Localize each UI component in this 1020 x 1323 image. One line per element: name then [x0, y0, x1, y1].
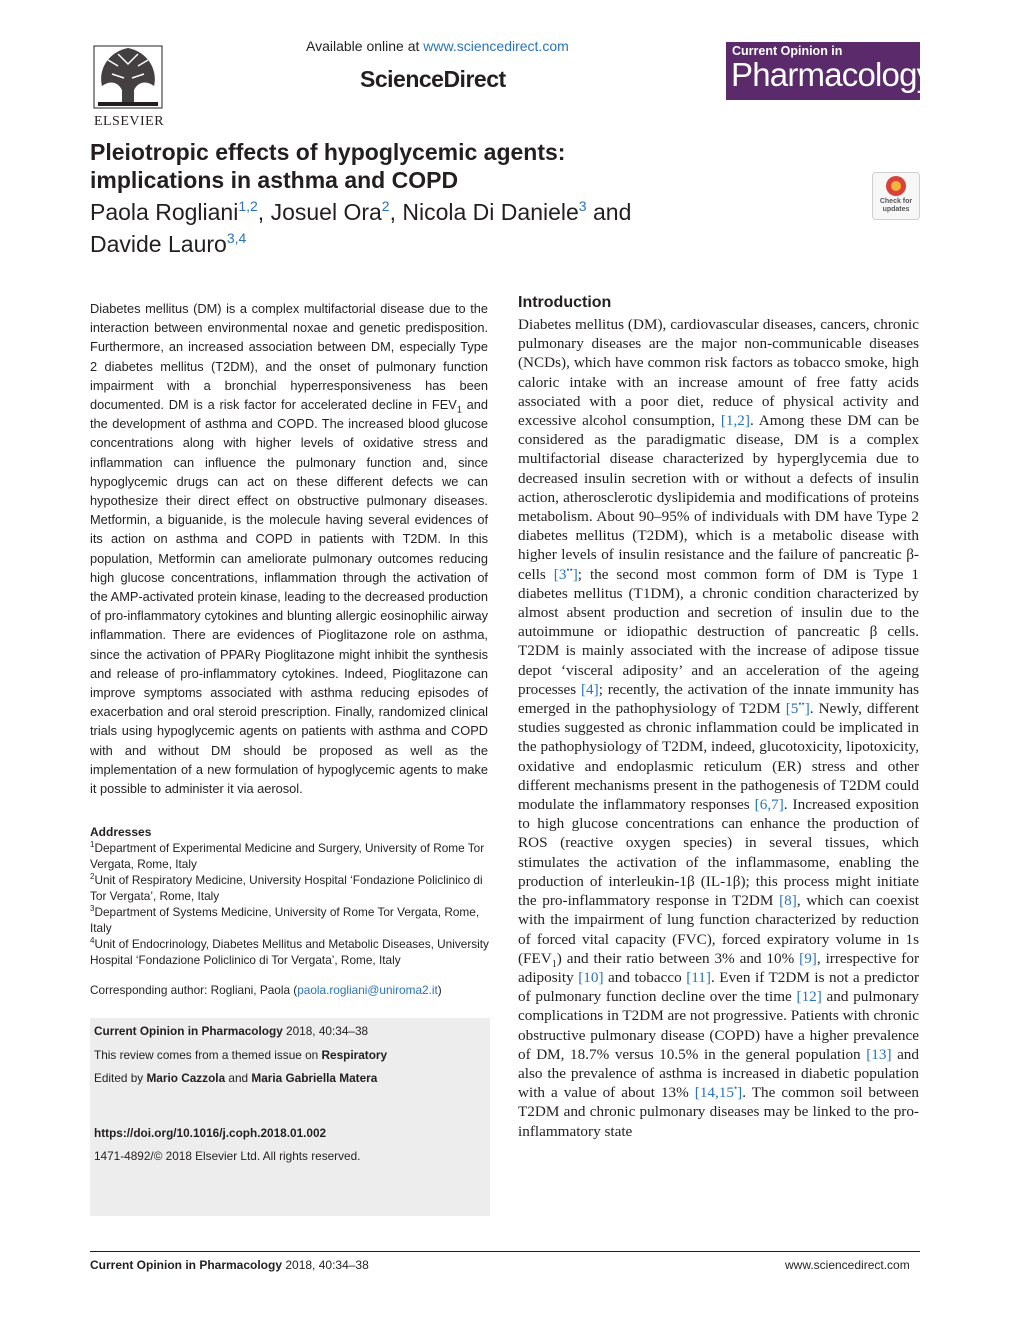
address-text: Unit of Respiratory Medicine, University Hospital ‘Fondazione Policlinico di Tor Vergata’, Rome, Italy — [90, 873, 483, 903]
reference-link[interactable] — [786, 700, 810, 717]
availability-prefix: Available online at — [306, 38, 420, 54]
journal-logo[interactable] — [726, 42, 933, 100]
reference-link[interactable]: [8] — [779, 892, 797, 910]
themed-issue[interactable]: Respiratory — [321, 1048, 388, 1062]
body-text: . Newly, different studies suggested as chronic inflammation could be implicated in the pathophysiology of T2DM, indeed, glucotoxicity, lipotoxicity, oxidative and endoplasmic reticulum (ER) stress and other different mechanisms present in the pathogenesis of T2DM could modulate the inflammatory responses — [518, 700, 919, 814]
reference-link[interactable]: [11] — [686, 968, 711, 986]
article-title — [90, 138, 790, 194]
addresses-heading: Addresses — [90, 825, 152, 839]
address-item — [90, 904, 494, 936]
body-text: and tobacco — [603, 968, 687, 986]
address-number: 4 — [90, 936, 95, 946]
title-line-2: implications in asthma and COPD — [90, 167, 459, 193]
corresponding-prefix: Corresponding author: Rogliani, Paola ( — [90, 983, 298, 997]
address-number: 3 — [90, 904, 95, 914]
abstract-subscript: 1 — [456, 404, 462, 415]
reference-number: [5 — [785, 700, 799, 718]
article-info-box — [90, 1018, 490, 1216]
address-text: Department of Experimental Medicine and Surgery, University of Rome Tor Vergata, Rome, Italy — [90, 841, 485, 871]
author-affiliation[interactable]: 1,2 — [238, 198, 258, 214]
address-text: Department of Systems Medicine, University of Rome Tor Vergata, Rome, Italy — [90, 905, 480, 935]
corresponding-author — [90, 983, 494, 997]
reference-link[interactable]: [12] — [796, 988, 822, 1006]
address-number: 1 — [90, 840, 95, 850]
address-number: 2 — [90, 872, 95, 882]
author-affiliation[interactable]: 3,4 — [226, 230, 247, 246]
platform-name[interactable]: ScienceDirect — [360, 66, 506, 92]
editor-conjunction: and — [225, 1071, 252, 1085]
introduction-body — [518, 315, 919, 1141]
address-item — [90, 936, 494, 968]
reference-mark: •• — [798, 699, 805, 709]
body-text: . Even if T2DM is not a predictor of pulmonary function decline over the time — [518, 968, 920, 1006]
reference-link[interactable]: [9] — [799, 949, 817, 967]
footer-journal: Current Opinion in Pharmacology — [90, 1258, 283, 1272]
availability-line — [306, 38, 569, 54]
body-text: ) and their ratio between 3% and 10% — [556, 949, 800, 967]
reference-number: [14,15 — [694, 1084, 735, 1102]
footer-citation — [90, 1258, 369, 1272]
abstract-text: and the development of asthma and COPD. The increased blood glucose concentrations along with higher levels of oxidative stress and inflammation can influence the pulmonary function and, since hypoglycemic drugs can act on these different defects we can hypothesize their direct effect on obstructive pulmonary diseases. Metformin, a biguanide, is the molecule having several evidences of its action on asthma and COPD in patients with T2DM. In this population, Metformin can ameliorate pulmonary outcomes reducing high glucose concentrations, inflammation through the activation of the AMP-activated protein kinase, leading to the decreased production of pro-inflammatory cytokines and blunting allergic eosinophilic airway inflammation. There are evidences of Pioglitazone role on asthma, since the activation of PPARγ Pioglitazone might inhibit the synthesis and release of pro-inflammatory cytokines. Indeed, Pioglitazone can improve symptoms associated with asthma reducing episodes of exacerbation and oral steroid prescription. Finally, randomized clinical trials using hypoglycemic agents on patients with asthma and COPD with and without DM should be proposed as well as the implementation of a new formulation of hypoglycemic agents to make it possible to administer it via aerosol. — [90, 397, 488, 797]
body-text: , irrespective for adiposity — [518, 949, 920, 986]
reference-mark: •• — [566, 564, 573, 575]
publisher-name: ELSEVIER — [93, 114, 165, 129]
author-name[interactable]: , Nicola Di Daniele — [389, 199, 579, 225]
author-conjunction: and — [586, 199, 632, 225]
introduction-heading: Introduction — [518, 294, 612, 311]
body-text: . The common soil between T2DM and chronic pulmonary diseases may be linked to the pro-inflammatory state — [518, 1084, 919, 1140]
address-item — [90, 872, 494, 904]
sciencedirect-link[interactable]: www.sciencedirect.com — [423, 38, 569, 54]
check-updates-label: Check for updates — [879, 198, 913, 213]
reference-number: [3 — [553, 565, 567, 583]
journal-name: Current Opinion in Pharmacology — [94, 1024, 283, 1038]
citation-line — [94, 1024, 368, 1038]
copyright: 1471-4892/© 2018 Elsevier Ltd. All rights reserved. — [94, 1149, 361, 1163]
body-text: . Increased exposition to high glucose concentrations can enhance the production of ROS (reactive oxygen species) in several tissues, which stimulates the activation of the inflammasome, enabling the production of interleukin-1β (IL-1β); this process might initiate the pro-inflammatory response in T2DM — [518, 796, 919, 910]
journal-logo-top: Current Opinion in — [732, 44, 843, 58]
citation: 2018, 40:34–38 — [282, 1024, 369, 1038]
title-line-1: Pleiotropic effects of hypoglycemic agents: — [90, 139, 566, 165]
addresses-list — [90, 840, 494, 968]
corresponding-suffix: ) — [437, 983, 442, 997]
body-text: Diabetes mellitus (DM), cardiovascular diseases, cancers, chronic pulmonary diseases are the major non-communicable diseases (NCDs), which have common risk factors as tobacco smoke, high caloric intake with an increase amount of free fatty acids associated with a poor diet, reduce of physical activity and excessive alcohol consumption, — [518, 316, 919, 430]
footer-divider — [90, 1251, 920, 1252]
reference-link[interactable]: [1,2] — [720, 412, 750, 430]
address-item — [90, 840, 494, 872]
reference-link[interactable] — [554, 566, 578, 583]
body-text: , which can coexist with the impairment of lung function characterized by reduction of forced vital capacity (FVC), forced expiratory volume in 1s (FEV — [518, 892, 919, 967]
journal-logo-main: Pharmacology — [731, 56, 933, 93]
doi-link[interactable]: https://doi.org/10.1016/j.coph.2018.01.002 — [94, 1126, 327, 1140]
edited-prefix: Edited by — [94, 1071, 147, 1085]
reference-link[interactable] — [695, 1084, 742, 1101]
reference-link[interactable]: [13] — [866, 1045, 892, 1063]
author-name[interactable]: Davide Lauro — [90, 231, 227, 257]
editor-name[interactable]: Mario Cazzola — [146, 1071, 226, 1085]
body-text: and also the prevalence of asthma is increased in diabetic population with a value of about 13% — [518, 1045, 919, 1102]
body-text: ; recently, the activation of the innate immunity has emerged in the pathophysiology of T2DM — [518, 680, 920, 718]
footer-citation-text: 2018, 40:34–38 — [282, 1258, 369, 1272]
reference-close: ] — [804, 700, 810, 718]
abstract — [90, 299, 488, 798]
editors-line — [94, 1071, 377, 1085]
elsevier-tree-logo-icon — [88, 40, 168, 114]
author-name[interactable]: , Josuel Ora — [257, 199, 382, 225]
author-name[interactable]: Paola Rogliani — [90, 199, 239, 225]
issue-prefix: This review comes from a themed issue on — [94, 1048, 322, 1062]
body-text: and pulmonary complications in T2DM are not progressive. Patients with chronic obstructive pulmonary disease (COPD) have a higher prevalence of DM, 18.7% versus 10.5% in the general population — [518, 988, 920, 1063]
editor-name[interactable]: Maria Gabriella Matera — [251, 1071, 378, 1085]
body-subscript: 1 — [551, 958, 557, 970]
reference-link[interactable]: [10] — [578, 968, 604, 986]
check-for-updates-button[interactable] — [872, 172, 920, 220]
body-text: . Among these DM can be considered as the paradigmatic disease, DM is a complex multifactorial disease characterized by hyperglycemia due to decreased insulin secretion with or without a defects of insulin action, atherosclerotic dyslipidemia and modifications of proteins metabolism. About 90–95% of individuals with DM have Type 2 diabetes mellitus (T2DM), which is a metabolic disease with higher levels of insulin resistance and the failure of pancreatic β-cells — [518, 412, 919, 583]
author-affiliation[interactable]: 3 — [578, 198, 587, 214]
body-text: ; the second most common form of DM is Type 1 diabetes mellitus (T1DM), a chronic condition characterized by almost absent production and secretion of insulin due to the autoimmune or idiopathic destruction of pancreatic β cells. T2DM is mainly associated with the increase of adipose tissue depot ‘visceral adiposity’ and an acceleration of the ageing processes — [518, 565, 919, 698]
themed-issue-line — [94, 1048, 387, 1062]
author-list — [90, 196, 810, 260]
reference-mark: • — [734, 1083, 738, 1094]
reference-link[interactable]: [4] — [581, 680, 599, 698]
corresponding-email-link[interactable]: paola.rogliani@uniroma2.it — [297, 983, 438, 997]
abstract-text: Diabetes mellitus (DM) is a complex multifactorial disease due to the interaction between environmental noxae and genetic predisposition. Furthermore, an increased association between DM, especially Type 2 diabetes mellitus (T2DM), and the onset of pulmonary function impairment with a bronchial hyperresponsiveness has been documented. DM is a risk factor for accelerated decline in FEV — [90, 301, 488, 413]
address-text: Unit of Endocrinology, Diabetes Mellitus and Metabolic Diseases, University Hospital ‘Fondazione Policlinico di Tor Vergata’, Rome, Italy — [90, 937, 489, 967]
footer-site-link[interactable]: www.sciencedirect.com — [785, 1258, 910, 1272]
author-affiliation[interactable]: 2 — [381, 198, 390, 214]
reference-close: ] — [572, 565, 578, 583]
reference-close: ] — [737, 1084, 743, 1102]
reference-link[interactable]: [6,7] — [754, 796, 784, 814]
